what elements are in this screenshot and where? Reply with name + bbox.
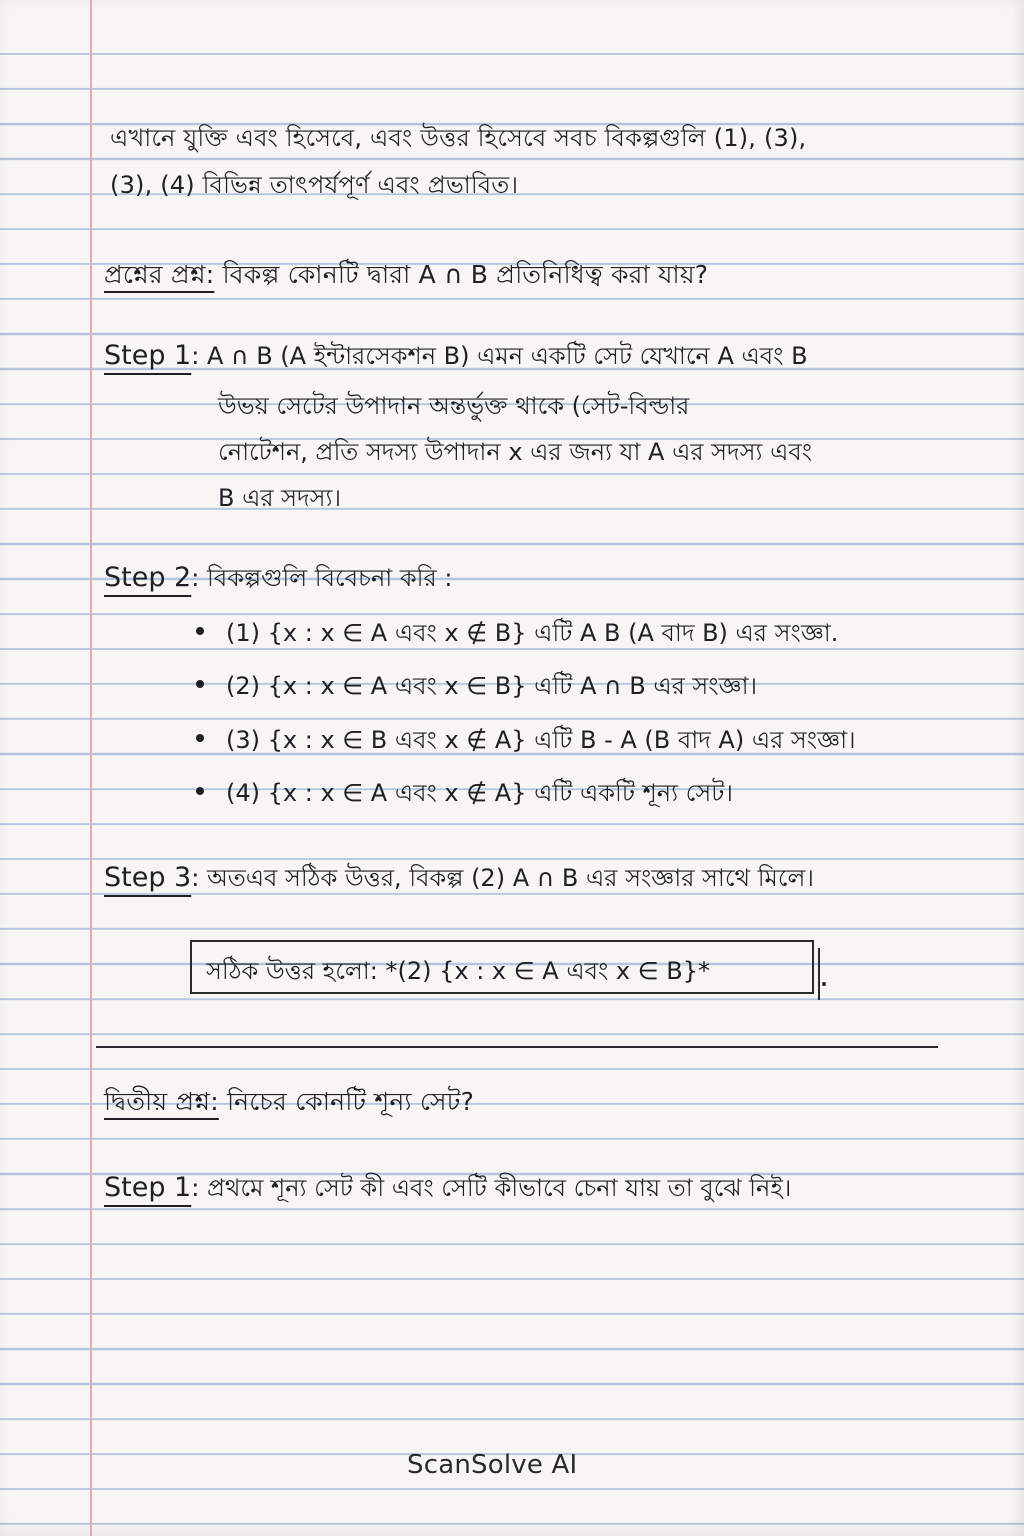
q1-step-1	[104, 338, 808, 378]
q1-step-2-label: Step 2	[104, 562, 192, 593]
q1-step-2-text: : বিকল্পগুলি বিবেচনা করি :	[191, 564, 453, 592]
question-2	[104, 1082, 474, 1125]
option-bullet-4-text: (4) {x : x ∈ A এবং x ∉ A} এটি একটি শূন্য সেট।	[226, 779, 733, 807]
option-bullet-1-text: (1) {x : x ∈ A এবং x ∉ B} এটি A B (A বাদ B) এর সংজ্ঞা.	[226, 619, 839, 647]
q2-step-1-label: Step 1	[104, 1172, 192, 1203]
question-1-label: প্রশ্নের প্রশ্ন:	[104, 260, 215, 289]
q1-step-1-line-3: নোটেশন, প্রতি সদস্য উপাদান x এর জন্য যা A এর সদস্য এবং	[218, 438, 813, 466]
option-bullet-3	[196, 722, 856, 762]
question-2-label: দ্বিতীয় প্রশ্ন:	[104, 1087, 219, 1116]
q1-step-3-label: Step 3	[104, 862, 192, 893]
margin-line	[90, 0, 92, 1536]
q2-step-1-text: : প্রথমে শূন্য সেট কী এবং সেটি কীভাবে চেনা যায় তা বুঝে নিই।	[191, 1174, 792, 1202]
option-bullet-4	[196, 775, 733, 815]
option-bullet-2	[196, 668, 757, 708]
bullet-dot	[196, 627, 204, 635]
section-divider	[96, 1046, 938, 1048]
intro-line-1: এখানে যুক্তি এবং হিসেবে, এবং উত্তর হিসেবে সবচ বিকল্পগুলি (1), (3),	[110, 124, 807, 152]
q1-step-2	[104, 560, 452, 600]
q1-step-1-line-4: B এর সদস্য।	[218, 484, 342, 512]
answer-text: সঠিক উত্তর হলো: *(2) {x : x ∈ A এবং x ∈ B}*	[206, 957, 710, 985]
question-2-text: নিচের কোনটি শূন্য সেট?	[218, 1087, 475, 1116]
option-bullet-3-text: (3) {x : x ∈ B এবং x ∉ A} এটি B - A (B বাদ A) এর সংজ্ঞা।	[226, 726, 856, 754]
q1-step-3	[104, 860, 814, 900]
answer-box	[190, 940, 814, 994]
intro-line-2: (3), (4) বিভিন্ন তাৎপর্যপূর্ণ এবং প্রভাবিত।	[110, 171, 519, 199]
q1-step-1-label: Step 1	[104, 340, 192, 371]
q1-step-1-line-2: উভয় সেটের উপাদান অন্তর্ভুক্ত থাকে (সেট-বিল্ডার	[218, 392, 690, 420]
q1-step-1-line-1: : A ∩ B (A ইন্টারসেকশন B) এমন একটি সেট যেখানে A এবং B	[191, 342, 808, 370]
option-bullet-1	[196, 615, 838, 655]
bullet-dot	[196, 734, 204, 742]
question-1-text: বিকল্প কোনটি দ্বারা A ∩ B প্রতিনিধিত্ব করা যায়?	[214, 260, 709, 289]
question-1	[104, 255, 708, 298]
footer-brand: ScanSolve AI	[407, 1450, 578, 1480]
q1-step-3-text: : অতএব সঠিক উত্তর, বিকল্প (2) A ∩ B এর সংজ্ঞার সাথে মিলে।	[191, 864, 814, 892]
answer-box-tick	[818, 948, 820, 1000]
option-bullet-2-text: (2) {x : x ∈ A এবং x ∈ B} এটি A ∩ B এর সংজ্ঞা।	[226, 672, 758, 700]
bullet-dot	[196, 787, 204, 795]
answer-box-dot	[822, 982, 826, 986]
bullet-dot	[196, 680, 204, 688]
q2-step-1	[104, 1170, 791, 1210]
